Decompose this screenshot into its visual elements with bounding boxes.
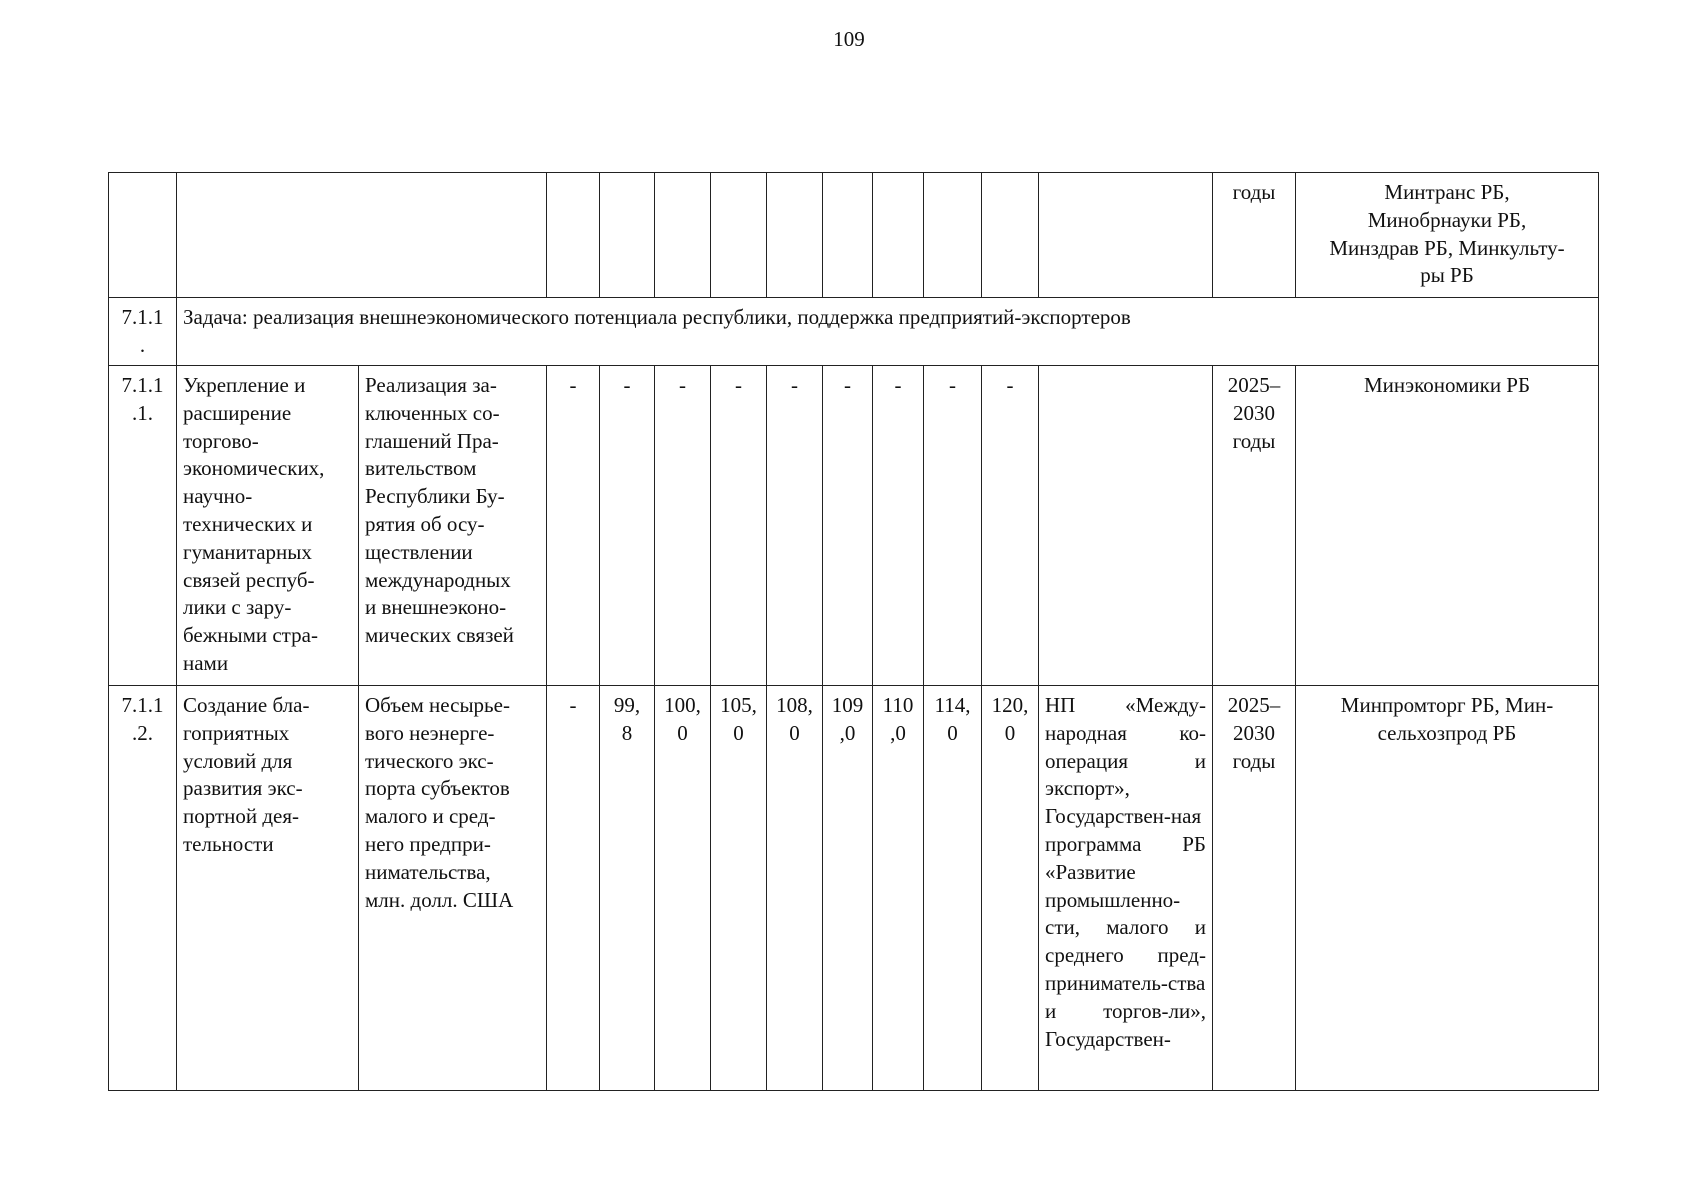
value-cell [823,173,873,298]
value-cell [600,366,655,686]
value-text: 110 ,0 [882,693,914,745]
value-cell [655,686,711,1091]
measure-cell [177,173,547,298]
value-cell [767,173,823,298]
value-text: - [623,373,631,397]
indicator-text: Объем несырье- вого неэнерге- тического экс- порта субъектов малого и сред- него предпри- нимательства, млн. долл. США [365,693,514,912]
responsible-text: Минпромторг РБ, Мин- сельхозпрод РБ [1340,693,1554,745]
code-cell [109,366,177,686]
row-code: 7.1.1 .2. [121,693,164,745]
source-text: НП «Между-народная ко-операция и экспорт», Государствен-ная программа РБ «Развитие промышленно-сти, малого и среднего пред-приниматель-ства и торгов-ли», Государствен- [1045,693,1206,1051]
value-cell [655,366,711,686]
value-cell [924,173,982,298]
value-text: - [1006,373,1014,397]
period-text: годы [1232,180,1276,204]
period-text: 2025– 2030 годы [1227,373,1281,453]
value-cell [982,686,1039,1091]
value-text: - [949,373,956,397]
value-text: - [569,373,577,397]
code-cell [109,173,177,298]
value-cell [982,366,1039,686]
value-text: 99, 8 [613,693,641,745]
value-cell [767,686,823,1091]
value-cell [924,366,982,686]
value-text: - [679,373,686,397]
value-cell [547,366,600,686]
source-cell [1039,366,1213,686]
responsible-cell [1296,366,1599,686]
value-text: - [735,373,742,397]
source-cell [1039,173,1213,298]
value-text: 109 ,0 [831,693,864,745]
value-cell [711,686,767,1091]
measure-cell [177,686,359,1091]
responsible-cell [1296,686,1599,1091]
table-row [109,686,1599,1091]
task-row [109,298,1599,366]
value-text: - [791,373,798,397]
table-row [109,366,1599,686]
value-text: - [844,373,851,397]
page-number: 109 [833,27,865,51]
value-cell [873,686,924,1091]
value-cell [711,173,767,298]
measure-cell [177,366,359,686]
indicator-text: Реализация за- ключенных со- глашений Пра- вительством Республики Бу- рятия об осу- ществлении международных и внешнеэконо- мических связей [365,373,514,648]
value-cell [655,173,711,298]
value-text: 108, 0 [776,693,813,745]
measure-text: Укрепление и расширение торгово- экономических, научно- технических и гуманитарных связей респуб- лики с зару- бежными стра- нами [183,373,325,675]
value-cell [711,366,767,686]
value-text: - [894,373,902,397]
value-cell [823,686,873,1091]
value-cell [873,173,924,298]
indicator-cell [359,686,547,1091]
value-cell [873,366,924,686]
value-cell [547,173,600,298]
row-code: 7.1.1 .1. [121,373,164,425]
indicator-cell [359,366,547,686]
task-code: 7.1.1 . [121,305,164,357]
period-cell [1213,686,1296,1091]
value-cell [823,366,873,686]
responsible-text: Минтранс РБ, Минобрнауки РБ, Минздрав РБ, Минкульту- ры РБ [1329,180,1565,288]
task-text: Задача: реализация внешнеэкономического потенциала республики, поддержка предприятий-экспортеров [183,305,1131,329]
value-cell [547,686,600,1091]
task-text-cell [177,298,1599,366]
value-text: 100, 0 [664,693,701,745]
code-cell [109,686,177,1091]
period-text: 2025– 2030 годы [1227,693,1281,773]
measure-text: Создание бла- гоприятных условий для развития экс- портной дея- тельности [183,693,310,856]
responsible-cell [1296,173,1599,298]
value-text: 120, 0 [991,693,1029,745]
value-text: - [569,693,577,717]
value-cell [600,686,655,1091]
value-text: 105, 0 [720,693,757,745]
period-cell [1213,173,1296,298]
value-text: 114, 0 [934,693,971,745]
period-cell [1213,366,1296,686]
table-row [109,173,1599,298]
program-measures-table [108,172,1599,1091]
responsible-text: Минэкономики РБ [1363,373,1531,397]
value-cell [600,173,655,298]
value-cell [982,173,1039,298]
value-cell [924,686,982,1091]
value-cell [767,366,823,686]
task-code-cell [109,298,177,366]
source-cell [1039,686,1213,1091]
